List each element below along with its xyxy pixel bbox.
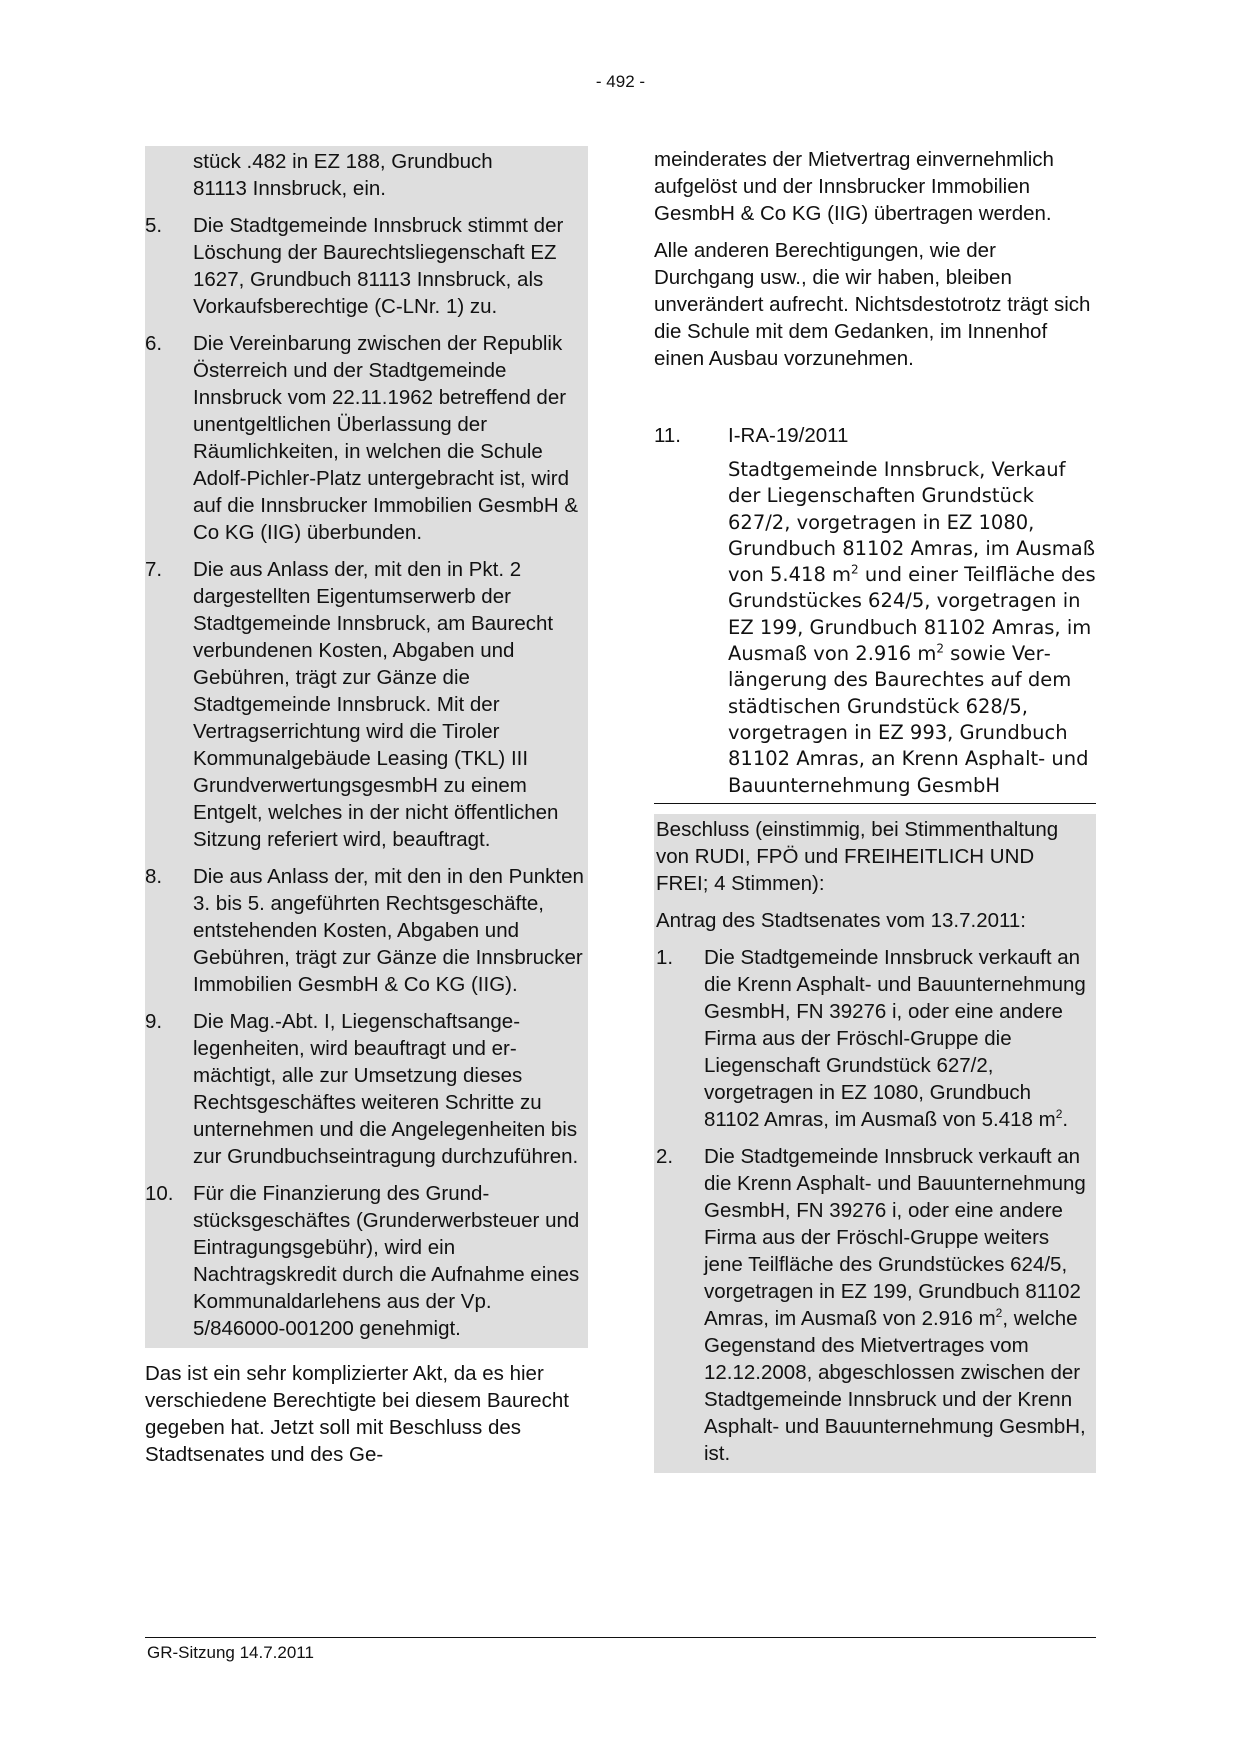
speech-paragraph: Das ist ein sehr komplizierter Akt, da es hier verschiedene Berechtigte bei diesem Baurecht gegeben hat. Jetzt soll mit Beschluss des Stadtsenates und des Ge- [145,1362,569,1466]
list-item [145,212,586,320]
agenda-title-part: und einer Teilfläche des Grundstückes 624/5, vorgetragen in EZ 199, Grundbuch 81102 Amras, im Ausmaß von 2.916 m [728,563,1096,666]
list-item [656,944,1092,1133]
motion-heading: Antrag des Stadtsenates vom 13.7.2011: [656,908,1027,932]
item-number: 10. [145,1182,174,1205]
continued-line-2: 81113 Innsbruck, ein. [193,177,386,200]
superscript: 2 [995,1306,1003,1321]
agenda-code: I-RA-19/2011 [728,424,849,447]
list-item [656,1143,1092,1467]
agenda-number: 11. [654,424,681,447]
item-number: 5. [145,214,163,237]
list-item [145,1008,586,1170]
page-number: - 492 - [595,72,646,91]
item-text [704,944,1092,1133]
item-text-part: Die Stadtgemeinde Innsbruck verkauft an die Krenn Asphalt- und Bauunternehmung GesmbH, FN 39276 i, oder eine andere Firma aus der Fröschl-Gruppe weiters jene Teilfläche des Grundstückes 624/5, vorgetragen in EZ 199, Grundbuch 81102 Amras, im Ausmaß von 2.916 m [704,1144,1086,1330]
left-column [145,146,588,1478]
shaded-resolution-block [654,814,1096,1473]
item-text: Die Stadtgemeinde Innsbruck stimmt der Löschung der Baurechtsliegenschaft EZ 1627, Grundbuch 81113 Innsbruck, als Vorkaufsberechtige (C-LNr. 1) zu. [193,214,564,318]
superscript: 2 [936,641,944,656]
agenda-title [654,457,1096,801]
item-text: Die aus Anlass der, mit den in Pkt. 2 dargestellten Eigentumserwerb der Stadtgemeinde Innsbruck, am Baurecht verbundenen Kosten, Abgaben und Gebühren, trägt zur Gänze die Stadtgemeinde Innsbruck. Mit der Vertragserrichtung wird die Tiroler Kommunalgebäude Leasing (TKL) III GrundverwertungsgesmbH zu einem Entgelt, welches in der nicht öffentlichen Sitzung referiert wird, beauftragt. [193,558,559,851]
footer-divider [145,1637,1096,1638]
continued-line-1: stück .482 in EZ 188, Grundbuch [193,150,493,173]
speech-paragraph: meinderates der Mietvertrag einvernehmlich aufgelöst und der Innsbrucker Immobilien GesmbH & Co KG (IIG) übertragen werden. [654,148,1054,225]
item-text: Die Vereinbarung zwischen der Republik Österreich und der Stadtgemeinde Innsbruck vom 22.11.1962 betreffend der unentgeltlichen Überlassung der Räumlichkeiten, in welchen die Schule Adolf-Pichler-Platz untergebracht ist, wird auf die Innsbrucker Immobilien GesmbH & Co KG (IIG) überbunden. [193,332,579,544]
item-text-part: . [1062,1107,1069,1131]
item-text: Für die Finanzierung des Grundstücksgeschäftes (Grunderwerbsteuer und Eintragungsgebühr), wird ein Nachtragskredit durch die Aufnahme eines Kommunaldarlehens aus der Vp. 5/846000-001200 genehmigt. [193,1182,580,1340]
item-number: 8. [145,865,163,888]
agenda-title-part: Stadtgemeinde Innsbruck, Verkauf der Liegenschaften Grundstück 627/2, vorgetragen in EZ 1080, Grundbuch 81102 Amras, im Ausmaß von 5.418 m [728,458,1096,587]
list-item [145,863,586,998]
right-column [654,146,1096,1473]
continued-item [145,148,586,202]
item-text [704,1143,1092,1467]
agenda-item-header [654,422,1096,449]
agenda-title-part: sowie Verlängerung des Baurechtes auf dem städtischen Grundstück 628/5, vorgetragen in EZ 993, Grundbuch 81102 Amras, an Krenn Asphalt- und Bauunternehmung GesmbH [728,642,1089,797]
footer-text: GR-Sitzung 14.7.2011 [147,1643,314,1662]
item-text: Die aus Anlass der, mit den in den Punkten 3. bis 5. angeführten Rechtsgeschäfte, entstehenden Kosten, Abgaben und Gebühren, trägt zur Gänze die Innsbrucker Immobilien GesmbH & Co KG (IIG). [193,865,584,996]
item-text-part: Die Stadtgemeinde Innsbruck verkauft an die Krenn Asphalt- und Bauunternehmung GesmbH, FN 39276 i, oder eine andere Firma aus der Fröschl-Gruppe die Liegenschaft Grundstück 627/2, vorgetragen in EZ 1080, Grundbuch 81102 Amras, im Ausmaß von 5.418 m [704,945,1086,1131]
list-item [145,556,586,853]
shaded-resolution-block [145,146,588,1348]
item-number: 7. [145,558,163,581]
list-item [145,1180,586,1342]
divider [654,803,1096,804]
item-number: 6. [145,332,163,355]
superscript: 2 [1055,1107,1063,1122]
resolution-text: Beschluss (einstimmig, bei Stimmenthaltung von RUDI, FPÖ und FREIHEITLICH UND FREI; 4 Stimmen): [656,817,1059,895]
list-item [145,330,586,546]
item-text: Die Mag.-Abt. I, Liegenschaftsangelegenheiten, wird beauftragt und ermächtigt, alle zur Umsetzung dieses Rechtsgeschäftes weiteren Schritte zu unternehmen und die Angelegenheiten bis zur Grundbuchseintragung durchzuführen. [193,1010,579,1168]
item-number: 1. [656,945,674,969]
superscript: 2 [851,562,859,577]
speech-paragraph: Alle anderen Berechtigungen, wie der Durchgang usw., die wir haben, bleiben unverändert aufrecht. Nichtsdestotrotz trägt sich die Schule mit dem Gedanken, im Innenhof einen Ausbau vorzunehmen. [654,239,1091,370]
item-text-part: , welche Gegenstand des Mietvertrages vom 12.12.2008, abgeschlossen zwischen der Stadtgemeinde Innsbruck und der Krenn Asphalt- und Bauunternehmung GesmbH, ist. [704,1306,1086,1465]
item-number: 9. [145,1010,163,1033]
item-number: 2. [656,1144,674,1168]
